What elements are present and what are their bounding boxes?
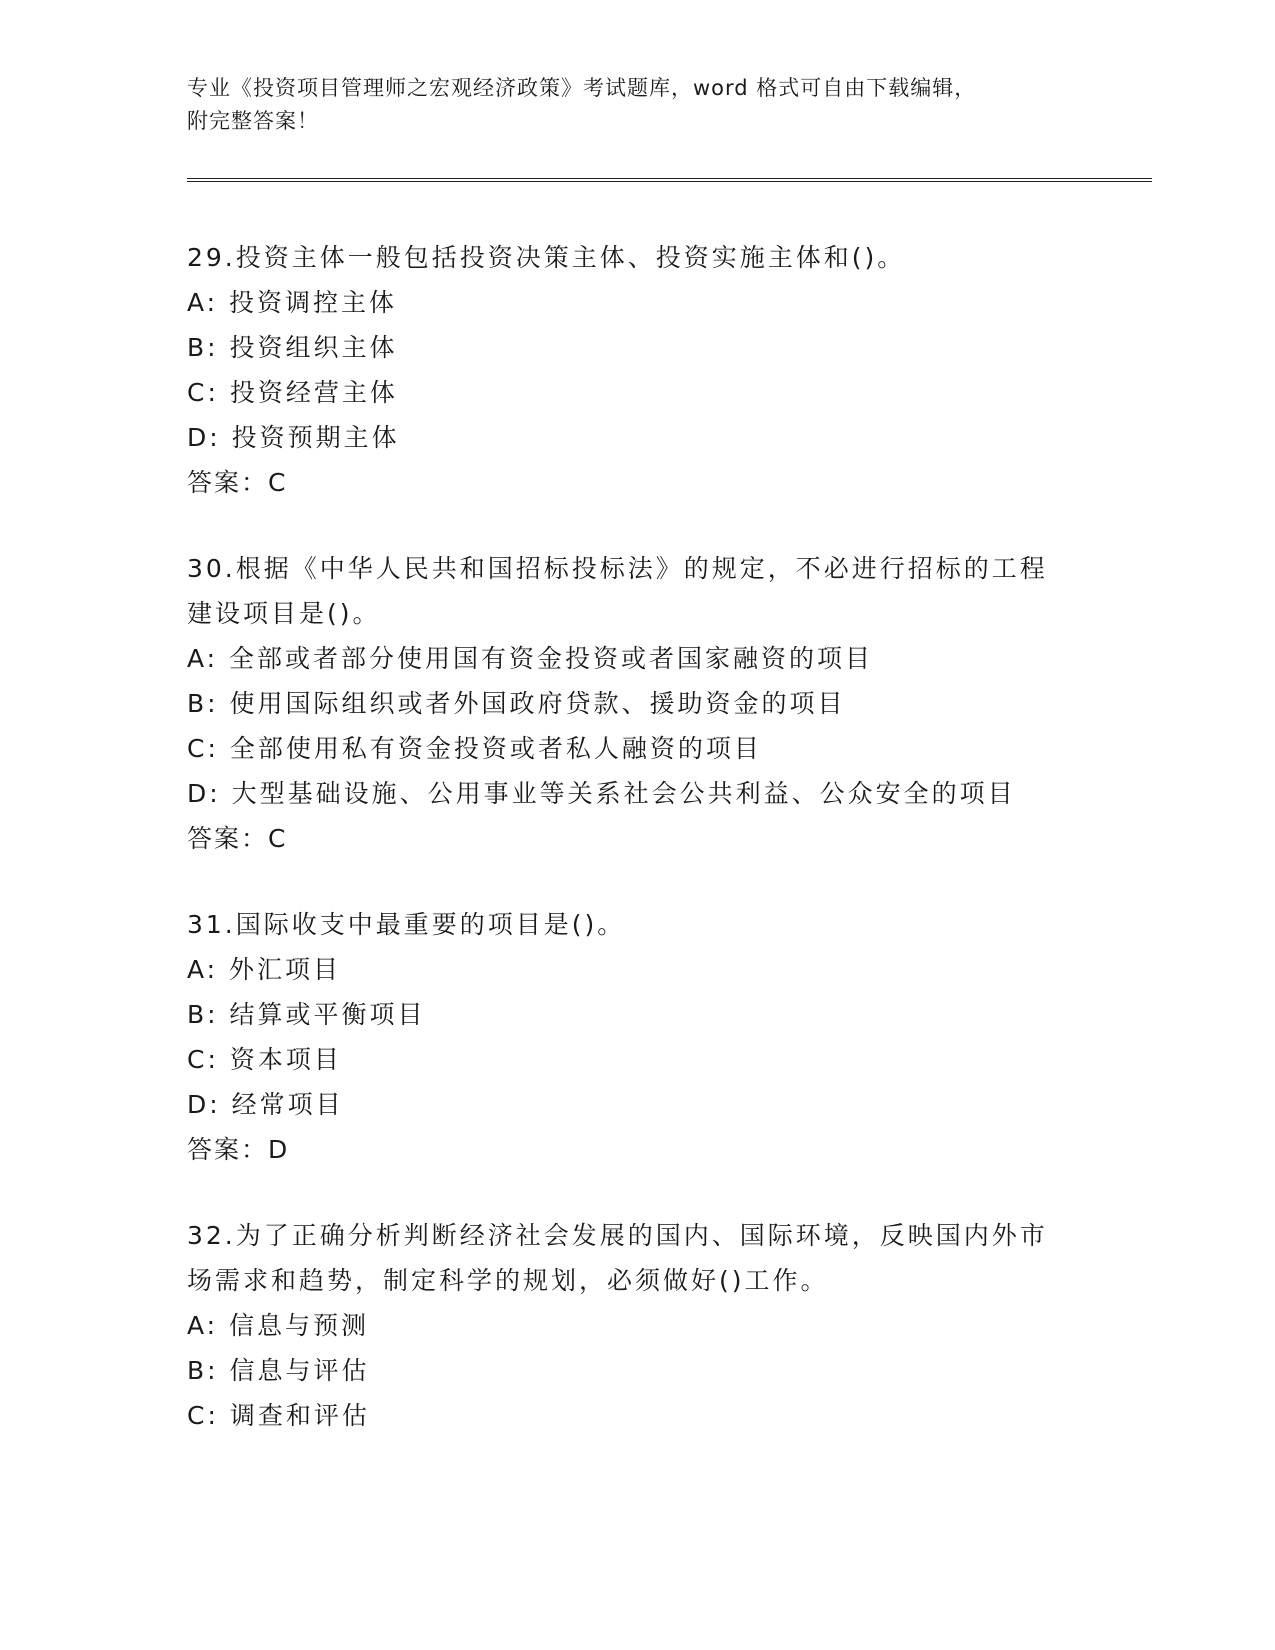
question-stem-continued: 建设项目是()。 — [187, 599, 381, 628]
option-d: D: 经常项目 — [187, 1090, 344, 1119]
question-30 — [187, 546, 1087, 861]
option-a: A: 外汇项目 — [187, 955, 342, 984]
question-list — [187, 235, 1087, 1479]
option-b: B: 信息与评估 — [187, 1356, 370, 1385]
header-divider — [187, 178, 1152, 182]
question-31 — [187, 902, 1087, 1172]
question-32 — [187, 1213, 1087, 1438]
option-b: B: 投资组织主体 — [187, 333, 398, 362]
option-c: C: 全部使用私有资金投资或者私人融资的项目 — [187, 734, 762, 763]
document-header — [187, 72, 1087, 138]
question-stem-continued: 场需求和趋势，制定科学的规划，必须做好()工作。 — [187, 1266, 829, 1295]
option-b: B: 使用国际组织或者外国政府贷款、援助资金的项目 — [187, 689, 846, 718]
header-line-1: 专业《投资项目管理师之宏观经济政策》考试题库，word 格式可自由下载编辑， — [187, 76, 977, 100]
option-a: A: 信息与预测 — [187, 1311, 370, 1340]
answer: 答案：C — [187, 824, 288, 853]
option-c: C: 资本项目 — [187, 1045, 342, 1074]
question-stem: 32.为了正确分析判断经济社会发展的国内、国际环境，反映国内外市 — [187, 1221, 1048, 1250]
question-stem: 29.投资主体一般包括投资决策主体、投资实施主体和()。 — [187, 243, 906, 272]
answer: 答案：C — [187, 468, 288, 497]
option-d: D: 投资预期主体 — [187, 423, 400, 452]
answer: 答案：D — [187, 1135, 290, 1164]
option-c: C: 投资经营主体 — [187, 378, 398, 407]
option-a: A: 全部或者部分使用国有资金投资或者国家融资的项目 — [187, 644, 874, 673]
question-stem: 31.国际收支中最重要的项目是()。 — [187, 910, 626, 939]
header-line-2: 附完整答案！ — [187, 109, 319, 133]
option-b: B: 结算或平衡项目 — [187, 1000, 426, 1029]
question-stem: 30.根据《中华人民共和国招标投标法》的规定，不必进行招标的工程 — [187, 554, 1048, 583]
option-d: D: 大型基础设施、公用事业等关系社会公共利益、公众安全的项目 — [187, 779, 1016, 808]
option-a: A: 投资调控主体 — [187, 288, 398, 317]
question-29 — [187, 235, 1087, 505]
option-c: C: 调查和评估 — [187, 1401, 370, 1430]
